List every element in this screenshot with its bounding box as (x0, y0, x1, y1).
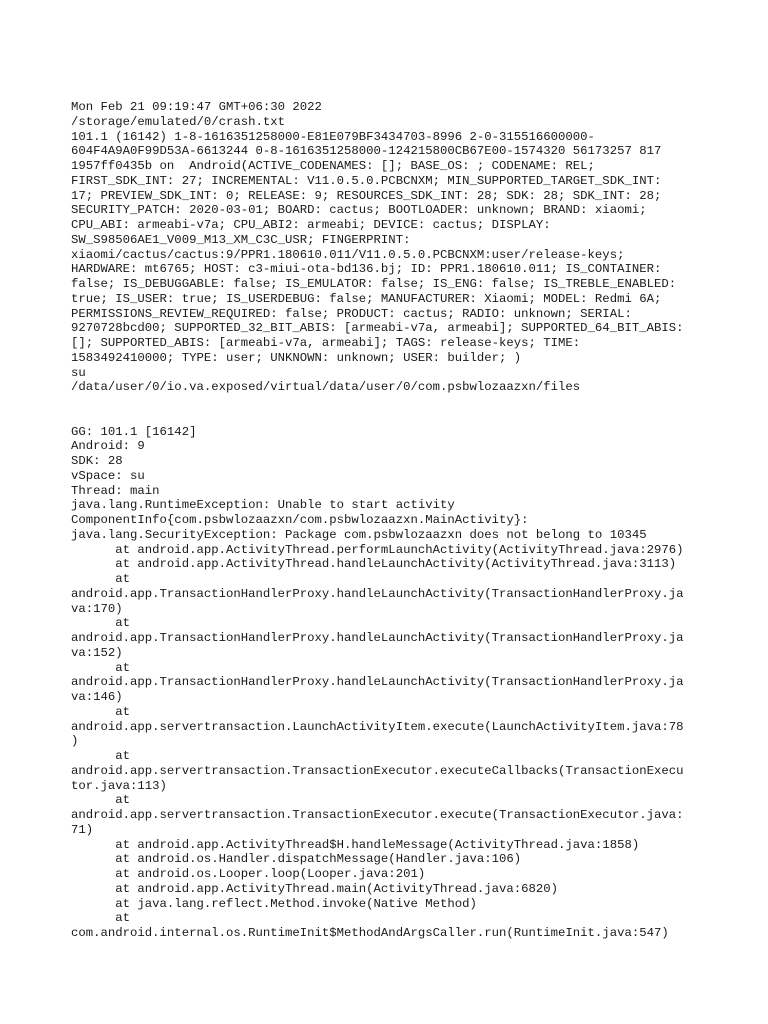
log-line: vSpace: su (71, 468, 145, 483)
section-gap (71, 395, 711, 425)
log-line: []; SUPPORTED_ABIS: [armeabi-v7a, armeabi]; TAGS: release-keys; TIME: (71, 336, 581, 350)
log-line: android.app.TransactionHandlerProxy.handleLaunchActivity(TransactionHandlerProxy.ja (71, 675, 684, 690)
log-line: Mon Feb 21 09:19:47 GMT+06:30 2022 (71, 100, 322, 114)
crash-log-document (71, 100, 711, 941)
log-line: CPU_ABI: armeabi-v7a; CPU_ABI2: armeabi; DEVICE: cactus; DISPLAY: (71, 218, 551, 232)
log-line: 9270728bcd00; SUPPORTED_32_BIT_ABIS: [armeabi-v7a, armeabi]; SUPPORTED_64_BIT_ABIS: (71, 321, 684, 336)
log-line: va:170) (71, 601, 123, 616)
log-line: 1583492410000; TYPE: user; UNKNOWN: unknown; USER: builder; ) (71, 350, 522, 365)
log-line: Android: 9 (71, 439, 145, 454)
crash-log-details (71, 425, 711, 941)
log-line: /data/user/0/io.va.exposed/virtual/data/user/0/com.psbwlozaazxn/files (71, 380, 581, 395)
log-line: 604F4A9A0F99D53A-6613244 0-8-1616351258000-124215800CB67E00-1574320 56173257 817 (71, 144, 662, 159)
log-line: PERMISSIONS_REVIEW_REQUIRED: false; PRODUCT: cactus; RADIO: unknown; SERIAL: (71, 306, 632, 321)
log-line: tor.java:113) (71, 778, 167, 793)
log-line: android.app.servertransaction.TransactionExecutor.executeCallbacks(TransactionExecu (71, 763, 684, 778)
log-line: 101.1 (16142) 1-8-1616351258000-E81E079BF3434703-8996 2-0-315516600000- (71, 129, 595, 144)
log-line: SDK: 28 (71, 454, 123, 468)
log-line: at (71, 749, 131, 763)
log-line: at (71, 911, 131, 926)
log-line: android.app.TransactionHandlerProxy.handleLaunchActivity(TransactionHandlerProxy.ja (71, 631, 684, 645)
log-line: java.lang.SecurityException: Package com.psbwlozaazxn does not belong to 10345 (71, 527, 647, 542)
log-line: 17; PREVIEW_SDK_INT: 0; RELEASE: 9; RESOURCES_SDK_INT: 28; SDK: 28; SDK_INT: 28; (71, 188, 662, 203)
crash-log-header (71, 100, 711, 395)
log-line: false; IS_DEBUGGABLE: false; IS_EMULATOR: false; IS_ENG: false; IS_TREBLE_ENABLED: (71, 277, 677, 291)
log-line: HARDWARE: mt6765; HOST: c3-miui-ota-bd136.bj; ID: PPR1.180610.011; IS_CONTAINER: (71, 262, 662, 277)
log-line: at android.os.Handler.dispatchMessage(Handler.java:106) (71, 852, 522, 867)
log-line: at (71, 572, 131, 586)
log-line: at (71, 704, 131, 719)
log-line: va:152) (71, 645, 123, 660)
log-line: SECURITY_PATCH: 2020-03-01; BOARD: cactus; BOOTLOADER: unknown; BRAND: xiaomi; (71, 203, 647, 218)
log-line: 1957ff0435b on Android(ACTIVE_CODENAMES: []; BASE_OS: ; CODENAME: REL; (71, 159, 595, 173)
log-line: com.android.internal.os.RuntimeInit$MethodAndArgsCaller.run(RuntimeInit.java:547) (71, 926, 669, 940)
log-line: at android.app.ActivityThread$H.handleMessage(ActivityThread.java:1858) (71, 837, 640, 852)
log-line: ) (71, 734, 79, 749)
log-line: su (71, 365, 86, 380)
log-line: at (71, 616, 131, 631)
log-line: at android.app.ActivityThread.performLaunchActivity(ActivityThread.java:2976) (71, 542, 684, 557)
log-line: at android.os.Looper.loop(Looper.java:201) (71, 867, 426, 881)
log-line: android.app.TransactionHandlerProxy.handleLaunchActivity(TransactionHandlerProxy.ja (71, 586, 684, 601)
log-line: va:146) (71, 690, 123, 704)
log-line: at android.app.ActivityThread.main(ActivityThread.java:6820) (71, 881, 559, 896)
log-line: xiaomi/cactus/cactus:9/PPR1.180610.011/V11.0.5.0.PCBCNXM:user/release-keys; (71, 247, 625, 262)
log-line: true; IS_USER: true; IS_USERDEBUG: false; MANUFACTURER: Xiaomi; MODEL: Redmi 6A; (71, 291, 662, 306)
log-line: android.app.servertransaction.TransactionExecutor.execute(TransactionExecutor.java: (71, 808, 684, 822)
log-line: GG: 101.1 [16142] (71, 424, 197, 439)
log-line: android.app.servertransaction.LaunchActivityItem.execute(LaunchActivityItem.java:78 (71, 719, 684, 734)
log-line: /storage/emulated/0/crash.txt (71, 114, 286, 129)
log-line: at (71, 660, 131, 675)
log-line: FIRST_SDK_INT: 27; INCREMENTAL: V11.0.5.0.PCBCNXM; MIN_SUPPORTED_TARGET_SDK_INT: (71, 173, 662, 188)
log-line: 71) (71, 822, 94, 837)
log-line: ComponentInfo{com.psbwlozaazxn/com.psbwlozaazxn.MainActivity}: (71, 513, 529, 527)
log-line: at java.lang.reflect.Method.invoke(Native Method) (71, 896, 477, 911)
log-line: java.lang.RuntimeException: Unable to start activity (71, 498, 455, 513)
log-line: SW_S98506AE1_V009_M13_XM_C3C_USR; FINGERPRINT: (71, 232, 411, 247)
log-line: at android.app.ActivityThread.handleLaunchActivity(ActivityThread.java:3113) (71, 557, 677, 572)
log-line: Thread: main (71, 483, 160, 498)
log-line: at (71, 793, 131, 808)
